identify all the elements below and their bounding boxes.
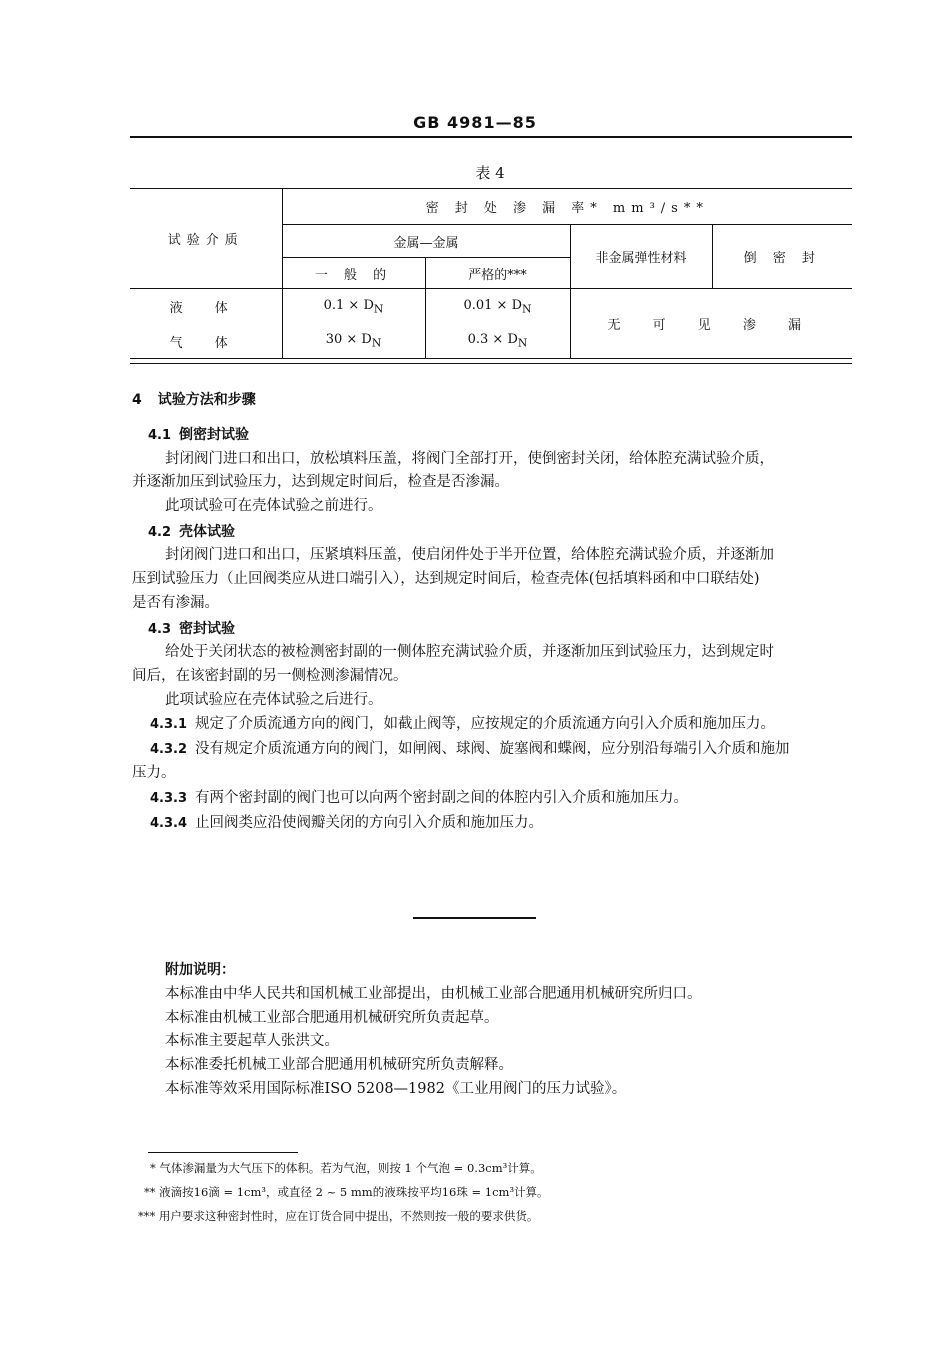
leakage-table [130, 188, 852, 359]
row-gas-strict: $0.3 \times D_N$ [425, 325, 570, 359]
appendix-title: 附加说明： [165, 962, 235, 978]
standard-code: GB 4981—85 [413, 113, 537, 132]
section-4-1-heading: 4.1 倒密封试验 [148, 427, 250, 443]
end-divider [413, 917, 536, 919]
appendix-line: 本标准等效采用国际标准ISO 5208—1982《工业用阀门的压力试验》。 [165, 1081, 627, 1097]
header-back-seal: 倒 密 封 [712, 225, 852, 289]
clause-4-3-1: 4.3.1 规定了介质流通方向的阀门，如截止阀等，应按规定的介质流通方向引入介质和施加压力。 [150, 716, 776, 732]
paragraph: 封闭阀门进口和出口，压紧填料压盖，使启闭件处于半开位置，给体腔充满试验介质，并逐渐加 [165, 547, 774, 563]
section-4-2-heading: 4.2 壳体试验 [148, 524, 236, 540]
appendix-line: 本标准由机械工业部合肥通用机械研究所负责起草。 [165, 1010, 499, 1026]
paragraph: 是否有渗漏。 [132, 595, 219, 611]
section-4-heading: 4 试验方法和步骤 [132, 392, 256, 408]
paragraph: 压到试验压力（止回阀类应从进口端引入），达到规定时间后，检查壳体(包括填料函和中口联结处) [132, 571, 760, 587]
header-metal-metal: 金属—金属 [282, 225, 570, 258]
header-general: 一 般 的 [282, 258, 425, 289]
table-bottom-rule [130, 363, 852, 364]
header-medium: 试验介质 [130, 189, 282, 289]
paragraph: 给处于关闭状态的被检测密封副的一侧体腔充满试验介质，并逐渐加压到试验压力，达到规定时 [165, 644, 774, 660]
appendix-line: 本标准由中华人民共和国机械工业部提出，由机械工业部合肥通用机械研究所归口。 [165, 986, 702, 1002]
section-4-3-heading: 4.3 密封试验 [148, 621, 236, 637]
footnote: ** 液滴按16滴 = 1cm³，或直径 2 ~ 5 mm的液珠按平均16珠 = 1cm³计算。 [144, 1185, 549, 1199]
paragraph: 封闭阀门进口和出口，放松填料压盖，将阀门全部打开，使倒密封关闭，给体腔充满试验介质， [165, 451, 774, 467]
clause-4-3-4: 4.3.4 止回阀类应沿使阀瓣关闭的方向引入介质和施加压力。 [150, 815, 544, 831]
header-rule [130, 136, 852, 138]
footnote-rule [148, 1152, 298, 1153]
no-visible-leak: 无 可 见 渗 漏 [570, 289, 852, 359]
table-caption: 表 4 [475, 164, 505, 182]
header-nonmetal: 非金属弹性材料 [570, 225, 712, 289]
row-liquid-strict: $0.01 \times D_N$ [425, 289, 570, 325]
appendix-line: 本标准主要起草人张洪文。 [165, 1033, 339, 1049]
appendix-line: 本标准委托机械工业部合肥通用机械研究所负责解释。 [165, 1057, 513, 1073]
row-medium-liquid: 液 体 [130, 289, 282, 325]
header-leak-rate: 密 封 处 渗 漏 率* mm³/s** [282, 189, 852, 225]
row-medium-gas: 气 体 [130, 325, 282, 359]
clause-4-3-2: 4.3.2 没有规定介质流通方向的阀门，如闸阀、球阀、旋塞阀和蝶阀，应分别沿每端引入介质和施加 [150, 741, 790, 757]
row-liquid-general: $0.1 \times D_N$ [282, 289, 425, 325]
footnote: * 气体渗漏量为大气压下的体积。若为气泡，则按 1 个气泡 = 0.3cm³计算。 [150, 1161, 542, 1175]
row-gas-general: $30 \times D_N$ [282, 325, 425, 359]
paragraph: 此项试验应在壳体试验之后进行。 [165, 692, 383, 708]
footnote: *** 用户要求这种密封性时，应在订货合同中提出，不然则按一般的要求供货。 [138, 1209, 539, 1223]
paragraph: 间后，在该密封副的另一侧检测渗漏情况。 [132, 668, 408, 684]
header-strict: 严格的*** [425, 258, 570, 289]
paragraph: 压力。 [132, 765, 176, 781]
table-row [130, 289, 852, 325]
paragraph: 并逐渐加压到试验压力，达到规定时间后，检查是否渗漏。 [132, 474, 509, 490]
clause-4-3-3: 4.3.3 有两个密封副的阀门也可以向两个密封副之间的体腔内引入介质和施加压力。 [150, 790, 689, 806]
paragraph: 此项试验可在壳体试验之前进行。 [165, 498, 383, 514]
